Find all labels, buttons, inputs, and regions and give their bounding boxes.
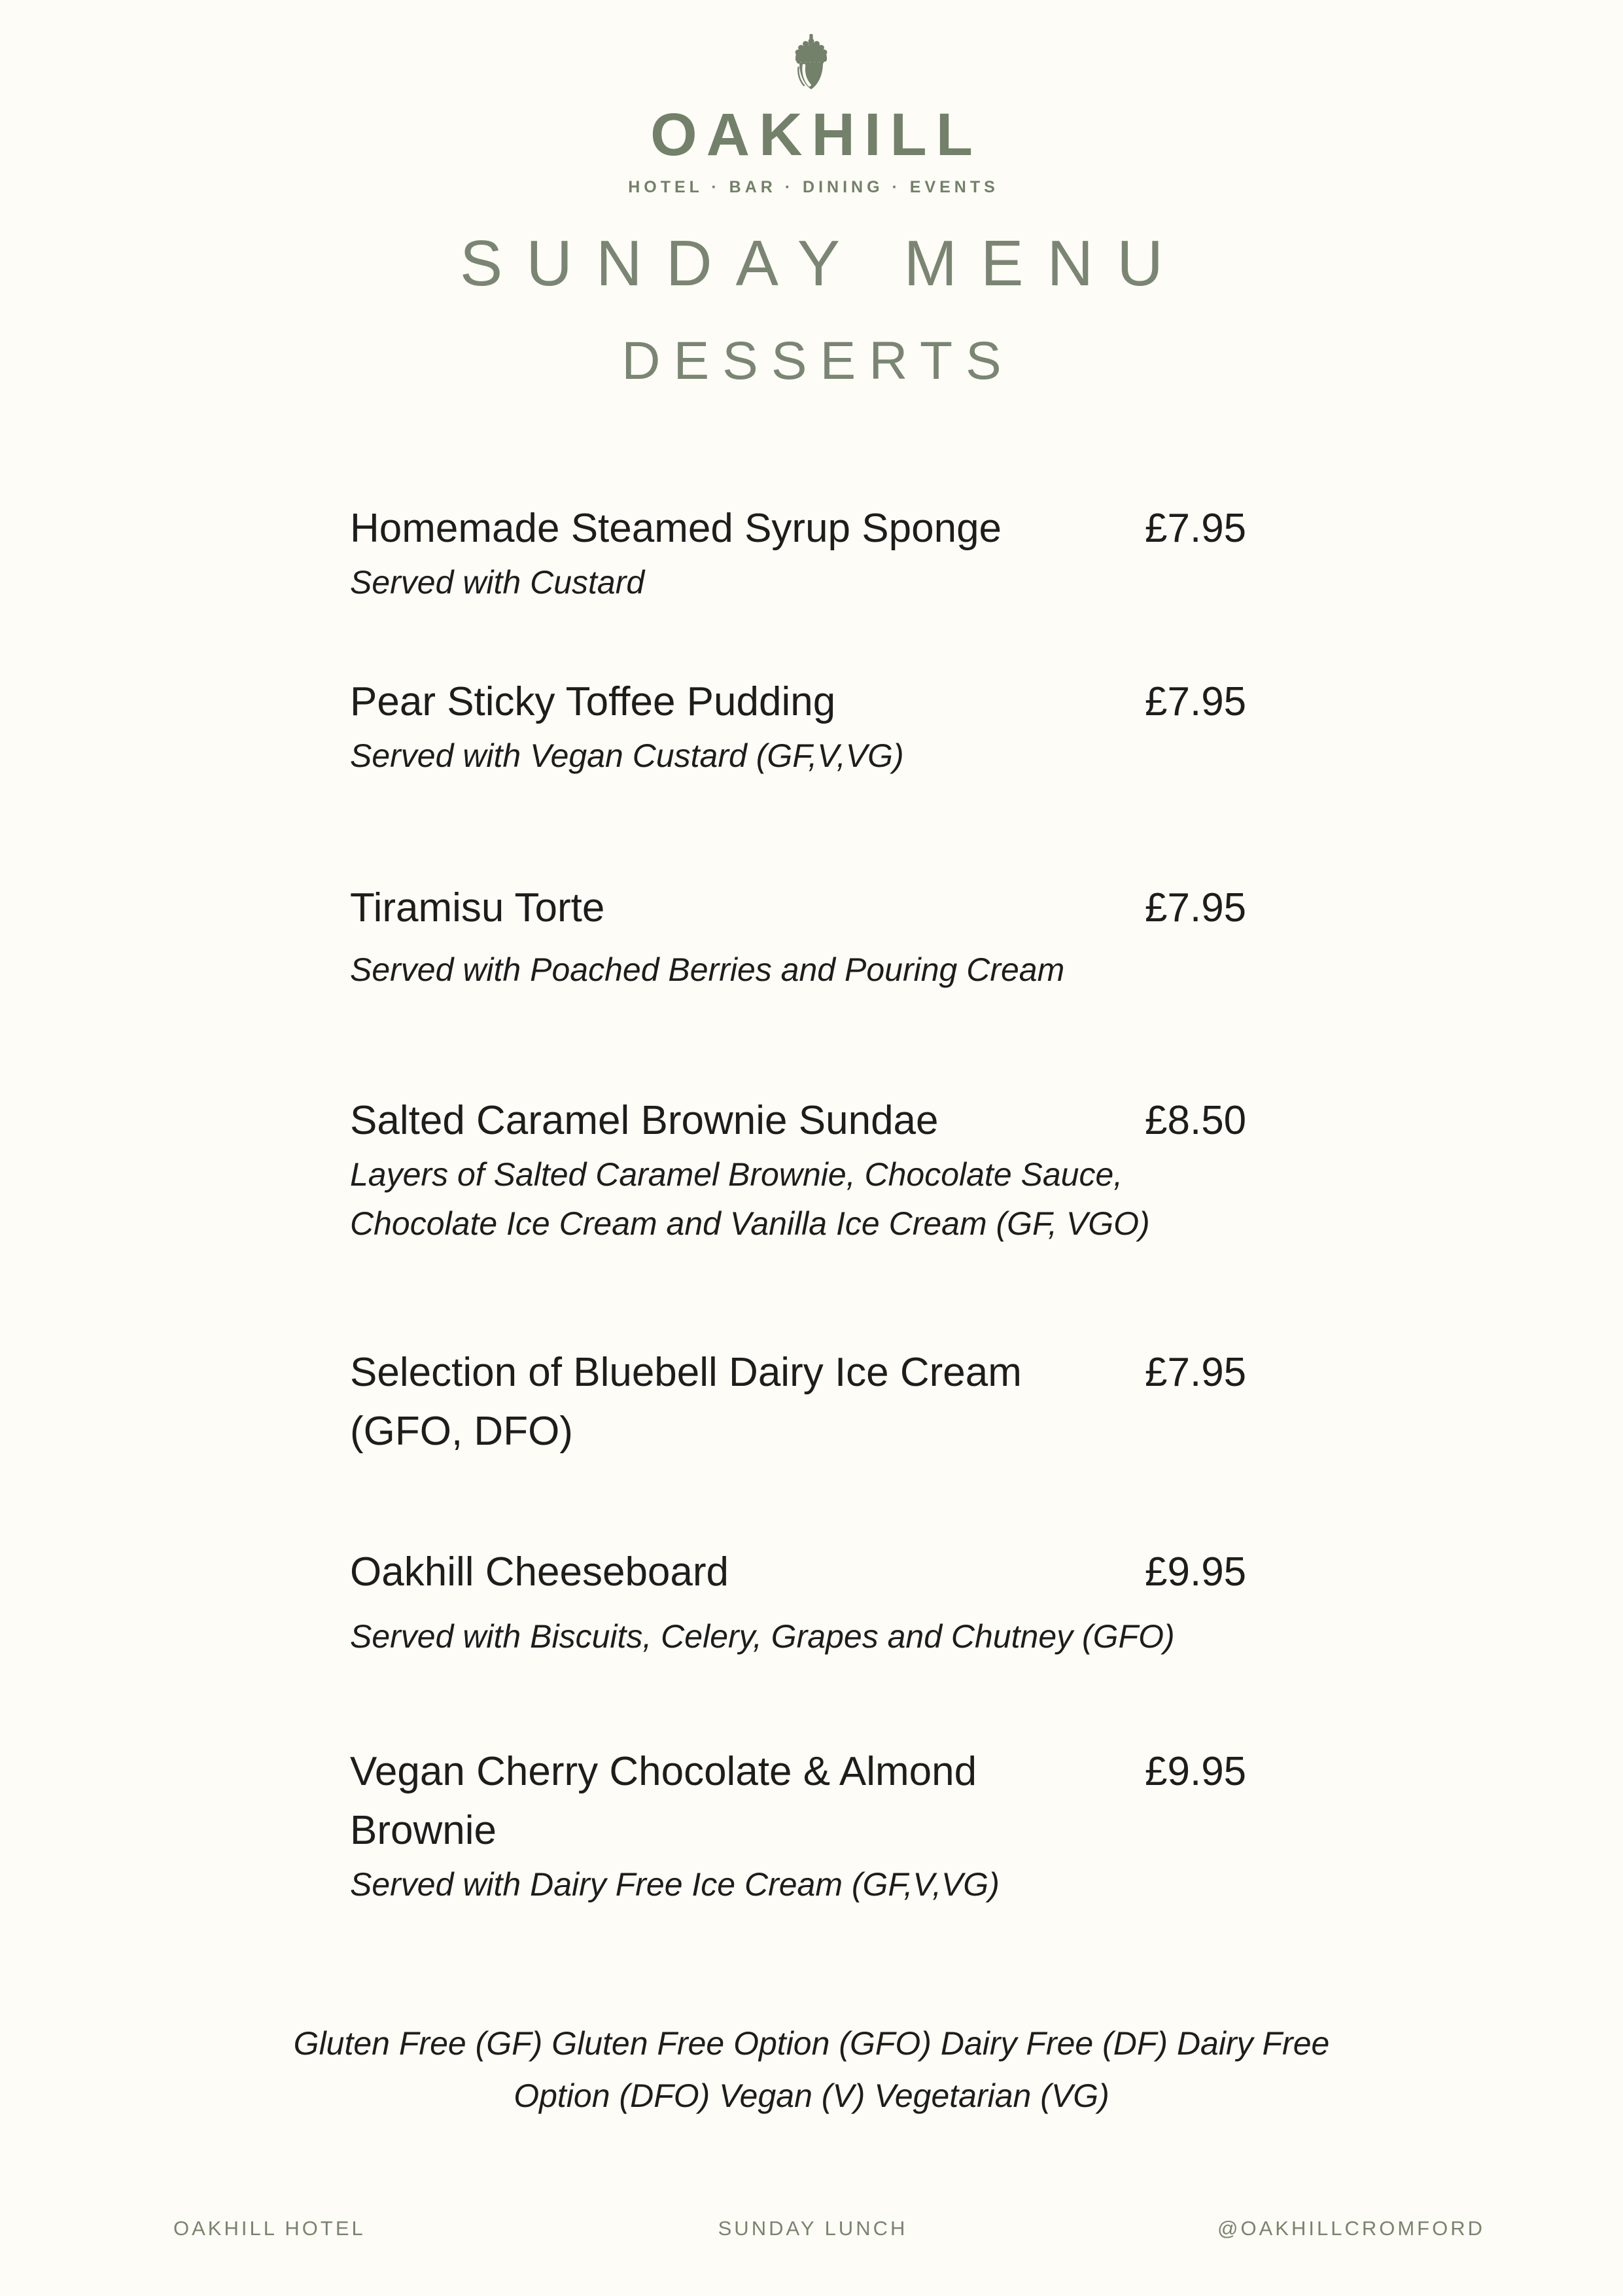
page-footer [0,2218,1623,2244]
footer-social-handle: @OAKHILLCROMFORD [1217,2217,1485,2240]
item-description: Served with Vegan Custard (GF,V,VG) [350,737,904,774]
allergen-key [0,2017,1623,2122]
allergen-key-line: Option (DFO) Vegan (V) Vegetarian (VG) [514,2077,1109,2114]
item-price: £7.95 [1145,1350,1247,1395]
item-name: Selection of Bluebell Dairy Ice Cream (GFO, DFO) [350,1350,1022,1454]
menu-item [350,1343,1305,1461]
item-name: Homemade Steamed Syrup Sponge [350,506,1002,551]
acorn-icon [790,33,832,92]
item-description: Served with Dairy Free Ice Cream (GF,V,VG) [350,1865,1000,1903]
item-name: Vegan Cherry Chocolate & Almond Brownie [350,1749,977,1853]
section-title: DESSERTS [621,331,1015,391]
item-name: Oakhill Cheeseboard [350,1549,729,1595]
item-description: Layers of Salted Caramel Brownie, Chocolate Sauce, Chocolate Ice Cream and Vanilla Ice Cream (GF, VGO) [350,1156,1150,1242]
item-price: £7.95 [1145,679,1247,724]
item-price: £7.95 [1145,506,1247,551]
item-price: £9.95 [1145,1549,1247,1595]
item-name: Pear Sticky Toffee Pudding [350,679,836,724]
footer-hotel-name: OAKHILL HOTEL [173,2217,366,2240]
menu-item [350,1543,1305,1661]
item-price: £8.50 [1145,1098,1247,1143]
item-name: Salted Caramel Brownie Sundae [350,1098,939,1143]
menu-item [350,1091,1305,1248]
item-description: Served with Custard [350,563,645,601]
item-description: Served with Biscuits, Celery, Grapes and Chutney (GFO) [350,1617,1175,1655]
page-title: SUNDAY MENU [459,227,1187,299]
footer-menu-name: SUNDAY LUNCH [718,2217,908,2240]
brand-name: OAKHILL [650,101,982,168]
menu-item [350,499,1305,607]
item-name: Tiramisu Torte [350,885,605,930]
item-price: £7.95 [1145,885,1247,930]
menu-item [350,673,1305,781]
allergen-key-line: Gluten Free (GF) Gluten Free Option (GFO) Dairy Free (DF) Dairy Free [293,2025,1330,2062]
menu-item [350,879,1305,995]
brand-tagline: HOTEL · BAR · DINING · EVENTS [628,178,999,196]
item-price: £9.95 [1145,1749,1247,1794]
menu-item [350,1742,1305,1909]
item-description: Served with Poached Berries and Pouring Cream [350,951,1065,988]
